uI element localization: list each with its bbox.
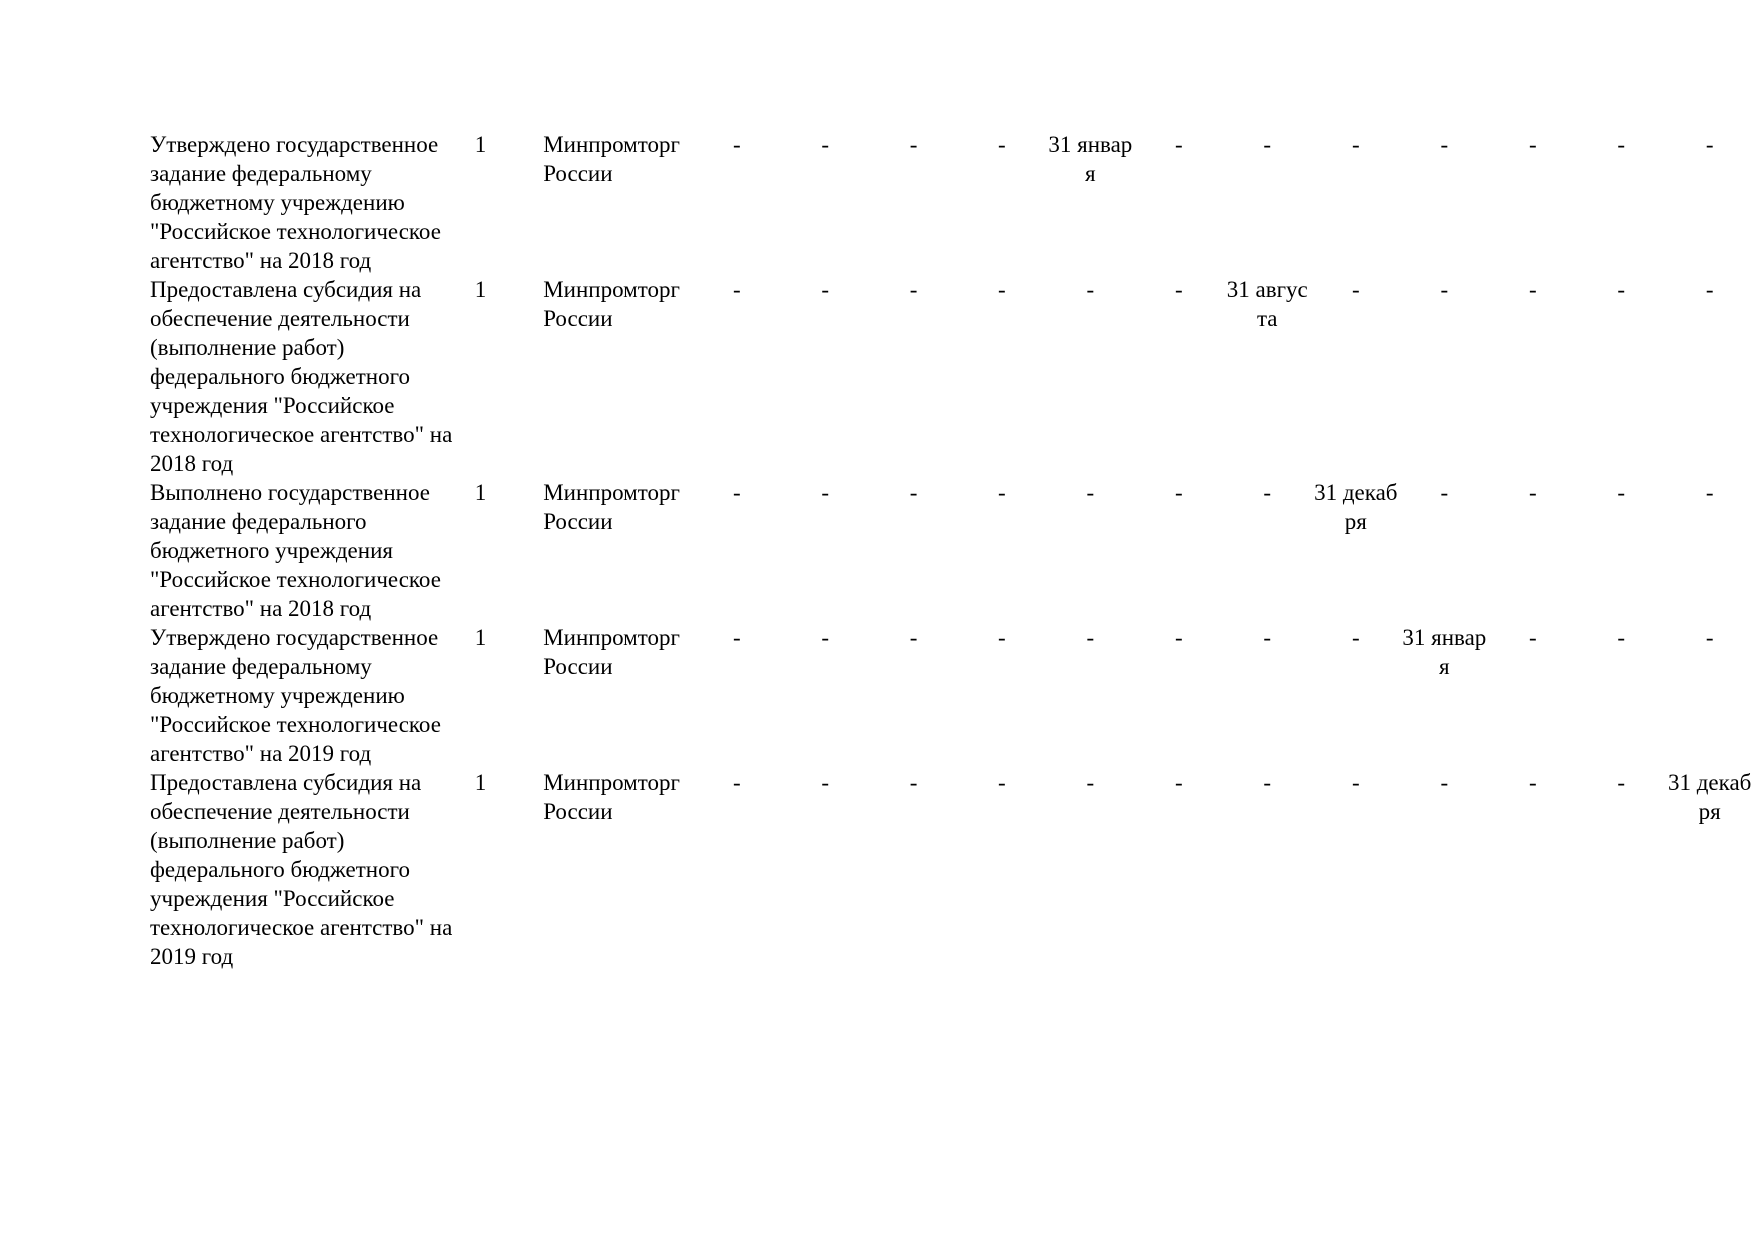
month-cell: 31 января xyxy=(1402,625,1487,679)
number-cell: 1 xyxy=(474,770,487,795)
month-cell: - xyxy=(1086,770,1095,795)
month-cell: - xyxy=(821,132,829,157)
month-cell: - xyxy=(732,770,741,795)
number-cell: 1 xyxy=(474,132,487,157)
month-cell: - xyxy=(1174,770,1183,795)
responsible-cell: Минпромторг России xyxy=(543,625,680,679)
event-cell: Предоставлена субсидия на обеспечение деятельности (выполнение работ) федерального бюджетного учреждения "Российское технологическое агентство" на 2019 год xyxy=(150,770,453,969)
month-cell: - xyxy=(1440,277,1449,302)
month-cell: - xyxy=(909,277,918,302)
month-cell: - xyxy=(1705,277,1714,302)
month-cell: - xyxy=(1440,480,1449,505)
month-cell: - xyxy=(1174,132,1183,157)
number-cell: 1 xyxy=(474,625,487,650)
number-cell: 1 xyxy=(474,277,487,302)
month-cell: - xyxy=(1528,277,1537,302)
month-cell: - xyxy=(998,625,1006,650)
month-cell: - xyxy=(998,277,1006,302)
schedule-table xyxy=(150,130,1754,971)
month-cell: - xyxy=(1528,132,1537,157)
month-cell: - xyxy=(1705,132,1714,157)
month-cell: - xyxy=(1617,625,1625,650)
table-row xyxy=(150,478,1754,623)
month-cell: - xyxy=(1263,625,1272,650)
month-cell: - xyxy=(1705,625,1714,650)
month-cell: - xyxy=(732,132,741,157)
month-cell: - xyxy=(1440,770,1449,795)
month-cell: - xyxy=(732,480,741,505)
month-cell: - xyxy=(821,277,829,302)
month-cell: - xyxy=(1617,480,1625,505)
table-row xyxy=(150,623,1754,768)
month-cell: - xyxy=(1705,480,1714,505)
month-cell: - xyxy=(1086,480,1095,505)
month-cell: - xyxy=(1351,625,1360,650)
month-cell: - xyxy=(1440,132,1449,157)
month-cell: - xyxy=(1086,277,1095,302)
month-cell: - xyxy=(1174,277,1183,302)
month-cell: - xyxy=(998,132,1006,157)
event-cell: Утверждено государственное задание федеральному бюджетному учреждению "Российское технологическое агентство" на 2019 год xyxy=(150,625,441,766)
month-cell: - xyxy=(909,132,918,157)
month-cell: - xyxy=(732,625,741,650)
month-cell: - xyxy=(909,770,918,795)
month-cell: - xyxy=(1617,277,1625,302)
month-cell: 31 декабря xyxy=(1314,480,1398,534)
month-cell: 31 января xyxy=(1048,132,1133,186)
month-cell: - xyxy=(1263,132,1272,157)
month-cell: - xyxy=(1263,480,1272,505)
month-cell: - xyxy=(1528,770,1537,795)
month-cell: - xyxy=(909,480,918,505)
number-cell: 1 xyxy=(474,480,487,505)
month-cell: - xyxy=(1263,770,1272,795)
table-row xyxy=(150,768,1754,971)
month-cell: - xyxy=(821,625,829,650)
month-cell: - xyxy=(732,277,741,302)
table-row xyxy=(150,275,1754,478)
month-cell: - xyxy=(1351,132,1360,157)
month-cell: - xyxy=(1617,132,1625,157)
event-cell: Предоставлена субсидия на обеспечение деятельности (выполнение работ) федерального бюджетного учреждения "Российское технологическое агентство" на 2018 год xyxy=(150,277,453,476)
responsible-cell: Минпромторг России xyxy=(543,132,680,186)
table-row xyxy=(150,130,1754,275)
month-cell: - xyxy=(909,625,918,650)
month-cell: - xyxy=(1351,770,1360,795)
month-cell: - xyxy=(998,770,1006,795)
responsible-cell: Минпромторг России xyxy=(543,480,680,534)
event-cell: Утверждено государственное задание федеральному бюджетному учреждению "Российское технологическое агентство" на 2018 год xyxy=(150,132,441,273)
month-cell: - xyxy=(1174,625,1183,650)
month-cell: - xyxy=(1351,277,1360,302)
month-cell: - xyxy=(1528,480,1537,505)
responsible-cell: Минпромторг России xyxy=(543,277,680,331)
month-cell: 31 августа xyxy=(1226,277,1308,331)
month-cell: - xyxy=(998,480,1006,505)
month-cell: 31 декабря xyxy=(1667,770,1752,824)
month-cell: - xyxy=(1617,770,1625,795)
month-cell: - xyxy=(1174,480,1183,505)
month-cell: - xyxy=(821,480,829,505)
month-cell: - xyxy=(821,770,829,795)
responsible-cell: Минпромторг России xyxy=(543,770,680,824)
month-cell: - xyxy=(1528,625,1537,650)
month-cell: - xyxy=(1086,625,1095,650)
event-cell: Выполнено государственное задание федерального бюджетного учреждения "Российское технологическое агентство" на 2018 год xyxy=(150,480,441,621)
